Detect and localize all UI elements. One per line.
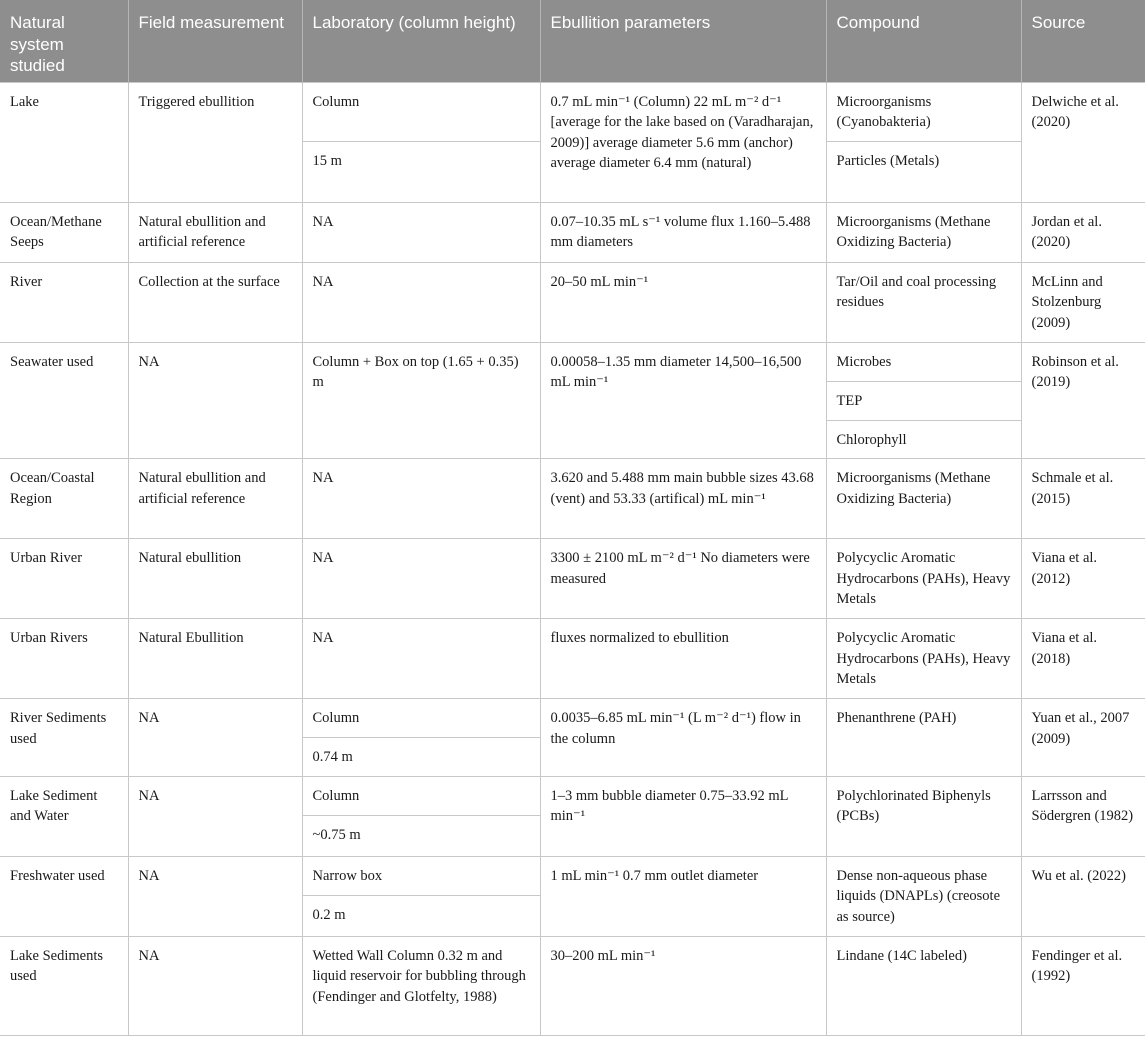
cell-source: McLinn and Stolzenburg (2009) [1021,262,1145,342]
cell-system: Ocean/Coastal Region [0,459,128,539]
table-row [0,776,1145,815]
cell-compound: Microorganisms (Methane Oxidizing Bacteria) [826,202,1021,262]
cell-lab: NA [302,539,540,619]
cell-field: Collection at the surface [128,262,302,342]
cell-source: Wu et al. (2022) [1021,856,1145,936]
cell-field: Natural Ebullition [128,619,302,699]
cell-system: Lake [0,82,128,202]
cell-source: Delwiche et al. (2020) [1021,82,1145,202]
cell-params: 30–200 mL min⁻¹ [540,936,826,1035]
cell-lab: Wetted Wall Column 0.32 m and liquid reservoir for bubbling through (Fendinger and Glotfelty, 1988) [302,936,540,1035]
cell-source: Viana et al. (2018) [1021,619,1145,699]
cell-compound: Chlorophyll [826,420,1021,459]
cell-source: Yuan et al., 2007 (2009) [1021,699,1145,777]
cell-system: Ocean/Methane Seeps [0,202,128,262]
cell-params: 0.7 mL min⁻¹ (Column) 22 mL m⁻² d⁻¹ [average for the lake based on (Varadharajan, 2009)] average diameter 5.6 mm (anchor) average diameter 6.4 mm (natural) [540,82,826,202]
cell-params: 1–3 mm bubble diameter 0.75–33.92 mL min⁻¹ [540,776,826,856]
cell-compound: Polycyclic Aromatic Hydrocarbons (PAHs), Heavy Metals [826,619,1021,699]
cell-lab: NA [302,262,540,342]
cell-lab: Column [302,699,540,738]
table-row [0,619,1145,699]
cell-params: 0.00058–1.35 mm diameter 14,500–16,500 mL min⁻¹ [540,342,826,459]
cell-lab: NA [302,459,540,539]
cell-field: Triggered ebullition [128,82,302,202]
cell-field: NA [128,699,302,777]
table-row [0,699,1145,738]
cell-source: Fendinger et al. (1992) [1021,936,1145,1035]
cell-field: Natural ebullition and artificial reference [128,459,302,539]
cell-field: NA [128,856,302,936]
cell-field: NA [128,936,302,1035]
header-field-measurement: Field measurement [128,0,302,82]
cell-system: River Sediments used [0,699,128,777]
cell-source: Schmale et al. (2015) [1021,459,1145,539]
cell-field: Natural ebullition [128,539,302,619]
header-compound: Compound [826,0,1021,82]
cell-params: 1 mL min⁻¹ 0.7 mm outlet diameter [540,856,826,936]
table-row [0,936,1145,1035]
cell-source: Viana et al. (2012) [1021,539,1145,619]
cell-compound: Lindane (14C labeled) [826,936,1021,1035]
cell-lab: NA [302,202,540,262]
cell-compound: Polychlorinated Biphenyls (PCBs) [826,776,1021,856]
header-ebullition-parameters: Ebullition parameters [540,0,826,82]
cell-lab: Narrow box [302,856,540,895]
table-row [0,856,1145,895]
cell-params: 3.620 and 5.488 mm main bubble sizes 43.68 (vent) and 53.33 (artifical) mL min⁻¹ [540,459,826,539]
cell-compound: Microorganisms (Cyanobakteria) [826,82,1021,141]
cell-compound: Phenanthrene (PAH) [826,699,1021,777]
cell-params: fluxes normalized to ebullition [540,619,826,699]
header-laboratory: Laboratory (column height) [302,0,540,82]
header-natural-system: Natural system studied [0,0,128,82]
table-row [0,262,1145,342]
table-row [0,202,1145,262]
cell-params: 0.0035–6.85 mL min⁻¹ (L m⁻² d⁻¹) flow in the column [540,699,826,777]
cell-source: Robinson et al. (2019) [1021,342,1145,459]
cell-lab: 15 m [302,141,540,202]
cell-compound: Particles (Metals) [826,141,1021,202]
cell-field: Natural ebullition and artificial reference [128,202,302,262]
cell-source: Larrsson and Södergren (1982) [1021,776,1145,856]
cell-field: NA [128,342,302,459]
cell-system: Urban River [0,539,128,619]
cell-system: Freshwater used [0,856,128,936]
cell-compound: Microorganisms (Methane Oxidizing Bacteria) [826,459,1021,539]
cell-system: Seawater used [0,342,128,459]
cell-compound: Polycyclic Aromatic Hydrocarbons (PAHs), Heavy Metals [826,539,1021,619]
table-row [0,459,1145,539]
cell-params: 3300 ± 2100 mL m⁻² d⁻¹ No diameters were measured [540,539,826,619]
cell-params: 0.07–10.35 mL s⁻¹ volume flux 1.160–5.488 mm diameters [540,202,826,262]
cell-source: Jordan et al. (2020) [1021,202,1145,262]
cell-field: NA [128,776,302,856]
cell-compound: Dense non-aqueous phase liquids (DNAPLs) (creosote as source) [826,856,1021,936]
table-row [0,82,1145,141]
cell-lab: NA [302,619,540,699]
header-source: Source [1021,0,1145,82]
cell-system: Urban Rivers [0,619,128,699]
cell-lab: 0.2 m [302,895,540,936]
cell-lab: 0.74 m [302,737,540,776]
cell-lab: Column [302,82,540,141]
cell-system: River [0,262,128,342]
cell-compound: Tar/Oil and coal processing residues [826,262,1021,342]
header-row [0,0,1145,82]
cell-system: Lake Sediments used [0,936,128,1035]
cell-lab: Column [302,776,540,815]
table-row [0,342,1145,381]
cell-params: 20–50 mL min⁻¹ [540,262,826,342]
cell-compound: TEP [826,381,1021,420]
cell-lab: ~0.75 m [302,815,540,856]
cell-system: Lake Sediment and Water [0,776,128,856]
cell-compound: Microbes [826,342,1021,381]
cell-lab: Column + Box on top (1.65 + 0.35) m [302,342,540,459]
table-row [0,539,1145,619]
